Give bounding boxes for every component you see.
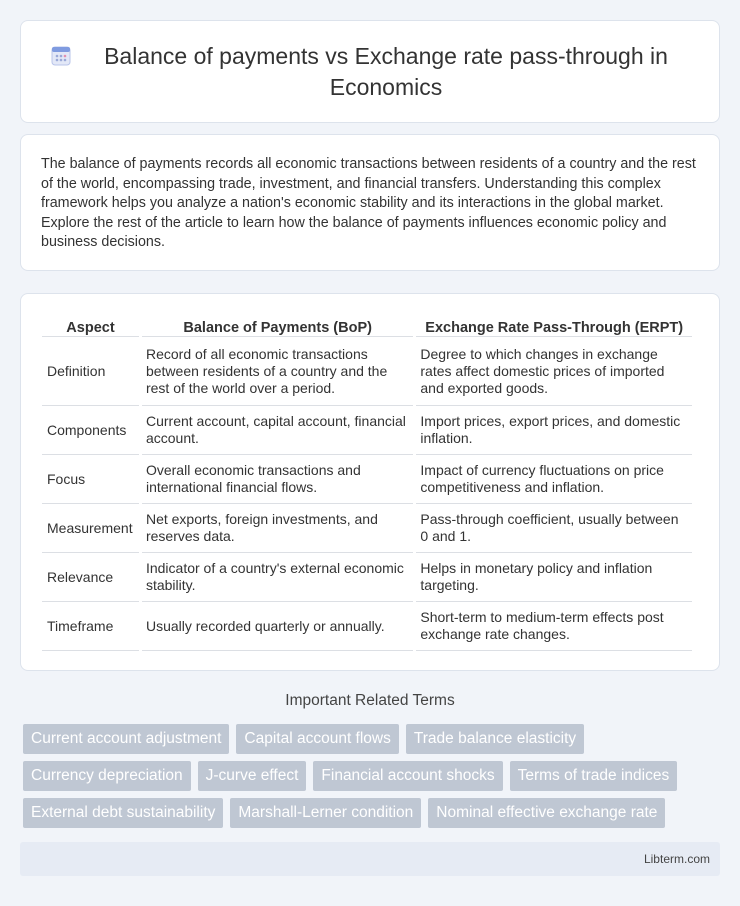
row-aspect: Relevance <box>42 553 139 602</box>
row-erpt: Short-term to medium-term effects post exchange rate changes. <box>416 602 692 651</box>
term-tag[interactable]: Nominal effective exchange rate <box>428 798 665 828</box>
row-aspect: Definition <box>42 337 139 406</box>
intro-card <box>20 134 720 271</box>
document-icon <box>50 45 72 67</box>
related-terms-title: Important Related Terms <box>285 692 455 709</box>
row-aspect: Measurement <box>42 504 139 553</box>
row-erpt: Degree to which changes in exchange rates affect domestic prices of imported and exported goods. <box>416 337 692 406</box>
row-aspect: Timeframe <box>42 602 139 651</box>
table-row <box>42 406 692 455</box>
term-tag[interactable]: Terms of trade indices <box>510 761 678 791</box>
table-header-row <box>42 315 692 337</box>
term-tag[interactable]: Currency depreciation <box>23 761 191 791</box>
term-tag[interactable]: External debt sustainability <box>23 798 223 828</box>
row-aspect: Focus <box>42 455 139 504</box>
term-tag[interactable]: Marshall-Lerner condition <box>230 798 421 828</box>
term-tag[interactable]: Capital account flows <box>236 724 398 754</box>
footer-site-link[interactable]: Libterm.com <box>643 852 710 866</box>
term-tag[interactable]: J-curve effect <box>198 761 307 791</box>
row-bop: Net exports, foreign investments, and reserves data. <box>142 504 413 553</box>
page-title: Balance of payments vs Exchange rate pass-through in Economics <box>104 42 668 100</box>
intro-paragraph: The balance of payments records all economic transactions between residents of a country and the rest of the world, encompassing trade, investment, and financial transfers. Understanding this complex framework helps you analyze a nation's economic stability and its interactions in the global market. Explore the rest of the article to learn how the balance of payments influences economic policy and business decisions. <box>41 156 696 251</box>
related-terms <box>23 724 723 835</box>
title-wrap <box>50 41 690 103</box>
term-row <box>23 798 723 828</box>
term-tag[interactable]: Current account adjustment <box>23 724 229 754</box>
row-bop: Current account, capital account, financial account. <box>142 406 413 455</box>
table-row <box>42 337 692 406</box>
row-bop: Record of all economic transactions between residents of a country and the rest of the world over a period. <box>142 337 413 406</box>
table-row <box>42 455 692 504</box>
row-erpt: Impact of currency fluctuations on price competitiveness and inflation. <box>416 455 692 504</box>
table-row <box>42 553 692 602</box>
title-card <box>20 20 720 123</box>
row-erpt: Import prices, export prices, and domestic inflation. <box>416 406 692 455</box>
row-aspect: Components <box>42 406 139 455</box>
row-erpt: Pass-through coefficient, usually between 0 and 1. <box>416 504 692 553</box>
table-row <box>42 602 692 651</box>
comparison-card <box>20 293 720 671</box>
comparison-table <box>39 315 695 651</box>
row-bop: Indicator of a country's external economic stability. <box>142 553 413 602</box>
header-bop: Balance of Payments (BoP) <box>142 315 413 337</box>
header-aspect: Aspect <box>42 315 139 337</box>
row-bop: Overall economic transactions and international financial flows. <box>142 455 413 504</box>
term-row <box>23 761 723 791</box>
table-row <box>42 504 692 553</box>
term-row <box>23 724 723 754</box>
footer <box>20 842 720 876</box>
term-tag[interactable]: Trade balance elasticity <box>406 724 584 754</box>
row-erpt: Helps in monetary policy and inflation targeting. <box>416 553 692 602</box>
header-erpt: Exchange Rate Pass-Through (ERPT) <box>416 315 692 337</box>
row-bop: Usually recorded quarterly or annually. <box>142 602 413 651</box>
term-tag[interactable]: Financial account shocks <box>313 761 502 791</box>
